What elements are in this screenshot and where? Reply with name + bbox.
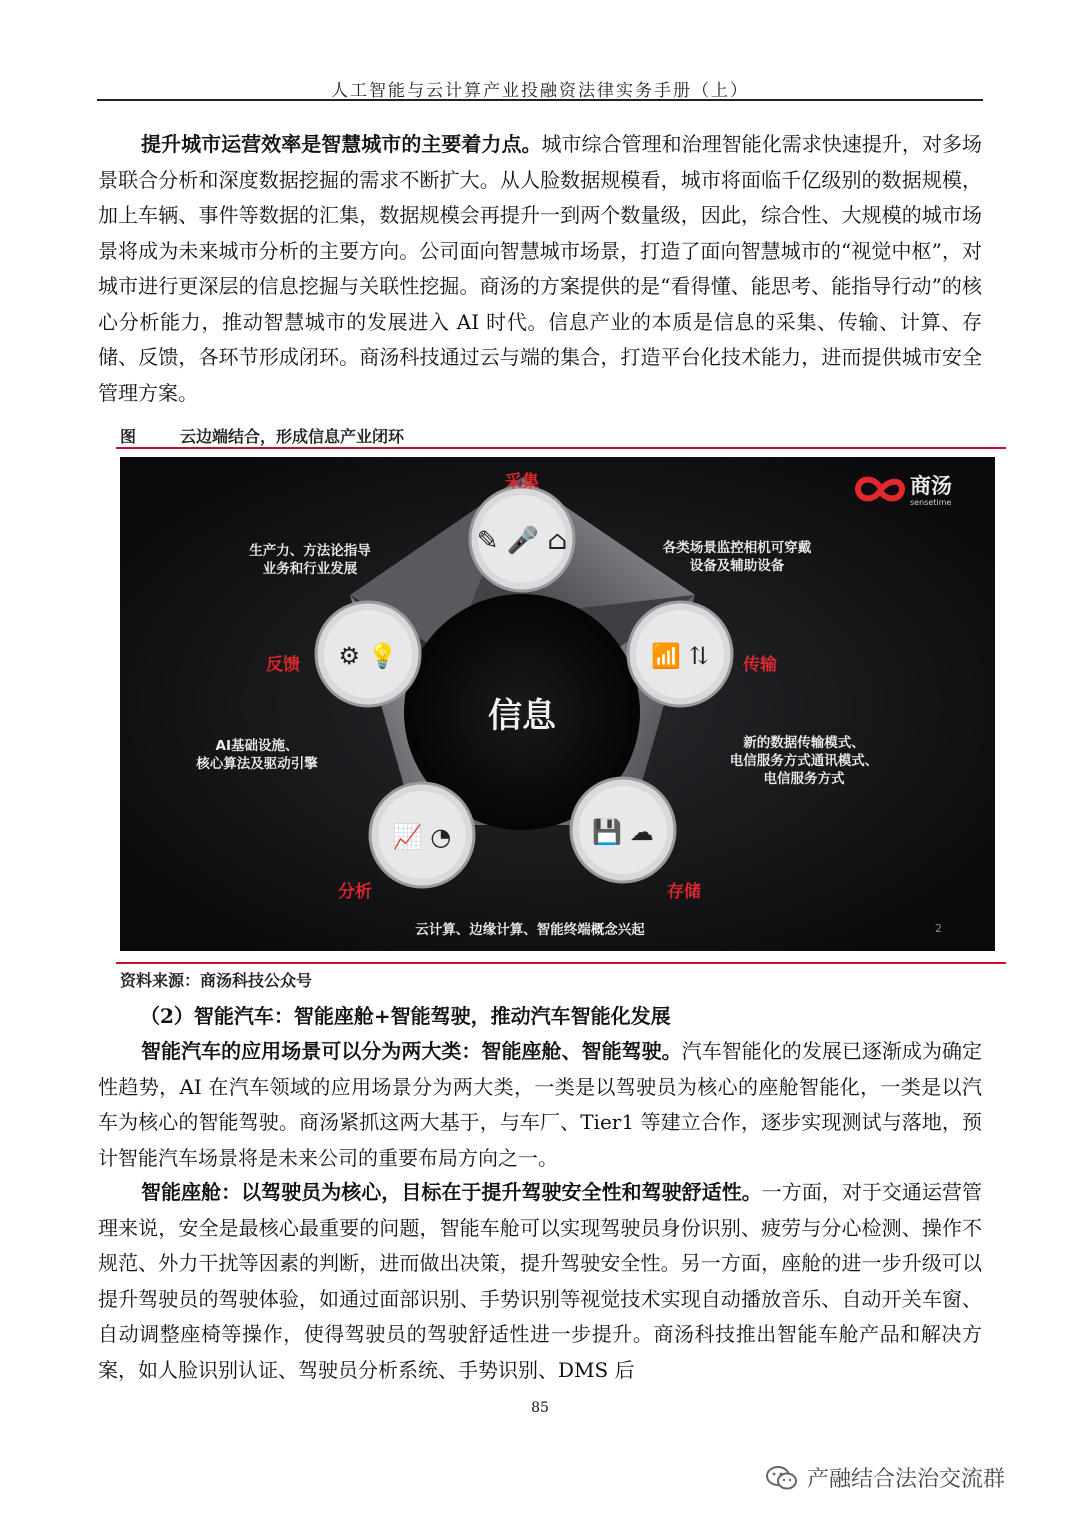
node-transmit	[628, 602, 732, 706]
note-bottom: 云计算、边缘计算、智能终端概念兴起	[415, 922, 645, 938]
stage-analyze: 分析	[338, 882, 372, 902]
brand-cn: 商汤	[910, 474, 952, 498]
header-rule	[97, 99, 983, 101]
section-subheading: （2）智能汽车：智能座舱+智能驾驶，推动汽车智能化发展	[140, 1004, 671, 1028]
figure-title: 云边端结合，形成信息产业闭环	[180, 427, 405, 446]
running-header: 人工智能与云计算产业投融资法律实务手册（上）	[331, 81, 749, 101]
node-feedback	[316, 602, 420, 706]
stage-store: 存储	[667, 882, 701, 902]
note-top-right-2: 设备及辅助设备	[689, 558, 785, 574]
note-right-2: 电信服务方式通讯模式、	[729, 753, 879, 769]
watermark	[765, 1462, 1005, 1493]
note-top-left-2: 业务和行业发展	[262, 561, 358, 577]
paragraph-body: 汽车智能化的发展已逐渐成为确定性趋势，AI 在汽车领域的应用场景分为两大类，一类是以驾驶员为核心的座舱智能化，一类是以汽车为核心的智能驾驶。商汤紧抓这两大基于，与车厂、Tier1 等建立合作，逐步实现测试与落地，预计智能汽车场景将是未来公司的重要布局方向之一。	[98, 1039, 983, 1170]
slide-number: 2	[935, 922, 942, 935]
brand-en: sensetime	[910, 498, 952, 507]
svg-text:⚙ 💡: ⚙ 💡	[338, 642, 398, 670]
paragraph-smart-cabin	[98, 1175, 982, 1388]
stage-feedback: 反馈	[266, 655, 300, 675]
svg-text:📈 ◔: 📈 ◔	[392, 823, 452, 851]
paragraph-lead: 提升城市运营效率是智慧城市的主要着力点。	[141, 132, 542, 156]
figure-source: 资料来源：商汤科技公众号	[120, 971, 313, 990]
figure-label: 图	[120, 427, 137, 446]
figure-top-rule	[116, 447, 1006, 449]
note-left-1: AI基础设施、	[215, 738, 299, 754]
center-label: 信息	[488, 696, 556, 736]
svg-text:💾 ☁: 💾 ☁	[592, 818, 654, 846]
figure-bottom-rule	[116, 962, 1006, 964]
note-top-left-1: 生产力、方法论指导	[249, 543, 371, 559]
note-right-3: 电信服务方式	[763, 771, 845, 787]
node-analyze	[370, 783, 474, 887]
node-collect	[470, 487, 574, 591]
page-number: 85	[531, 1400, 549, 1416]
figure-caption	[120, 424, 404, 447]
watermark-text: 产融结合法治交流群	[807, 1467, 1006, 1492]
figure-image	[120, 457, 995, 951]
note-top-right-1: 各类场景监控相机可穿戴	[662, 540, 812, 556]
node-store	[571, 778, 675, 882]
paragraph-smart-city	[98, 127, 982, 411]
info-loop-diagram	[120, 457, 995, 951]
paragraph-body: 一方面，对于交通运营管理来说，安全是最核心最重要的问题，智能车舱可以实现驾驶员身份识别、疲劳与分心检测、操作不规范、外力干扰等因素的判断，进而做出决策，提升驾驶安全性。另一方面，座舱的进一步升级可以提升驾驶员的驾驶体验，如通过面部识别、手势识别等视觉技术实现自动播放音乐、自动开关车窗、自动调整座椅等操作，使得驾驶员的驾驶舒适性进一步提升。商汤科技推出智能车舱产品和解决方案，如人脸识别认证、驾驶员分析系统、手势识别、DMS 后	[98, 1180, 983, 1382]
paragraph-body: 城市综合管理和治理智能化需求快速提升，对多场景联合分析和深度数据挖掘的需求不断扩大。从人脸数据规模看，城市将面临千亿级别的数据规模，加上车辆、事件等数据的汇集，数据规模会再提升一到两个数量级，因此，综合性、大规模的城市场景将成为未来城市分析的主要方向。公司面向智慧城市场景，打造了面向智慧城市的“视觉中枢”，对城市进行更深层的信息挖掘与关联性挖掘。商汤的方案提供的是“看得懂、能思考、能指导行动”的核心分析能力，推动智慧城市的发展进入 AI 时代。信息产业的本质是信息的采集、传输、计算、存储、反馈，各环节形成闭环。商汤科技通过云与端的集合，打造平台化技术能力，进而提供城市安全管理方案。	[98, 132, 982, 405]
note-left-2: 核心算法及驱动引擎	[196, 756, 318, 772]
paragraph-lead: 智能汽车的应用场景可以分为两大类：智能座舱、智能驾驶。	[141, 1039, 682, 1063]
stage-collect: 采集	[505, 472, 539, 492]
stage-transmit: 传输	[743, 655, 777, 675]
paragraph-lead: 智能座舱：以驾驶员为核心，目标在于提升驾驶安全性和驾驶舒适性。	[141, 1180, 762, 1204]
svg-text:📶 ⇅: 📶 ⇅	[651, 642, 709, 670]
paragraph-smart-car	[98, 1034, 982, 1176]
note-right-1: 新的数据传输模式、	[743, 735, 865, 751]
svg-text:✎ 🎤 ⌂: ✎ 🎤 ⌂	[476, 526, 568, 556]
wechat-icon	[765, 1465, 799, 1491]
